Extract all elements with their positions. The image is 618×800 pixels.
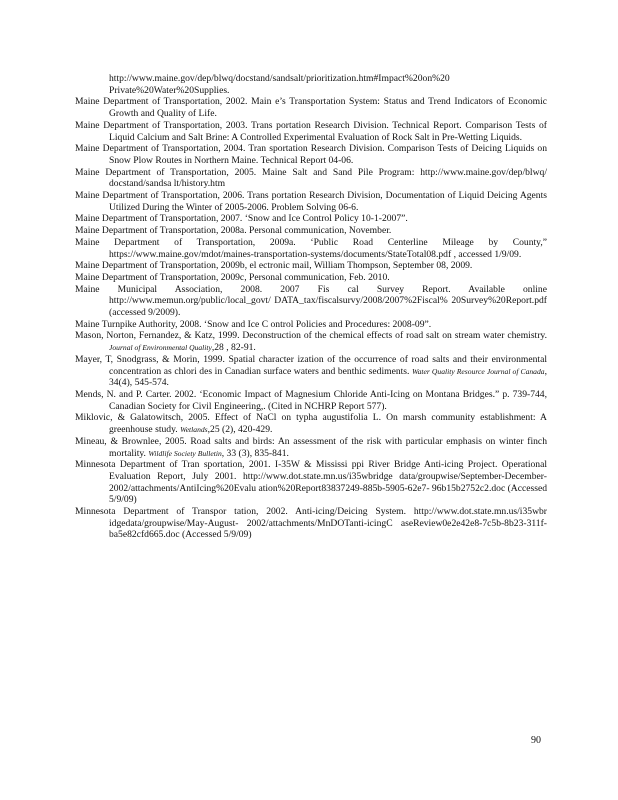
reference-entry: Minnesota Department of Tran sportation, 2001. I-35W & Mississi ppi River Bridge Anti-icing Project. Operational Evaluation Report, July 2001. http://www.dot.state.mn.us/i35wbridge data/groupwise/September-December- 2002/attachments/AntiIcing%20Evalu ation%20Report83837249-885b-5905-62e7- 96b15b2752c2.doc (Accessed 5/9/09): [75, 459, 548, 506]
reference-entry: Minnesota Department of Transpor tation, 2002. Anti-icing/Deicing System. http://www.dot.state.mn.us/i35wbr idgedata/groupwise/May-August- 2002/attachments/MnDOTanti-icingC aseReview0e2e42e8-7c5b-8b23-311f- ba5e82cfd665.doc (Accessed 5/9/09): [75, 506, 547, 541]
reference-list: [75, 73, 547, 541]
reference-entry: Maine Department of Transportation, 2004. Tran sportation Research Division. Comparison Tests of Deicing Liquids on Snow Plow Routes in Northern Maine. Technical Report 04-06.: [75, 143, 547, 166]
reference-entry: Maine Department of Transportation, 2009c, Personal communication, Feb. 2010.: [75, 271, 390, 283]
journal-title: Wetlands: [180, 425, 208, 435]
reference-entry: Maine Department of Transportation, 2005. Maine Salt and Sand Pile Program: http://www.maine.gov/dep/blwq/ docstand/sandsa lt/history.htm: [75, 166, 547, 190]
reference-entry: Mends, N. and P. Carter. 2002. ‘Economic Impact of Magnesium Chloride Anti-Icing on Montana Bridges.” p. 739-744, Canadian Society for Civil Engineering,. (Cited in NCHRP Report 577).: [75, 388, 547, 412]
reference-tail: ,28 , 82-91.: [211, 342, 256, 354]
reference-entry: Maine Department of Transportation, 2002. Main e’s Transportation System: Status and Trend Indicators of Economic Growth and Quality of Life.: [75, 96, 547, 120]
reference-entry: Maine Department of Transportation, 2003. Trans portation Research Division. Technical Report. Comparison Tests of Liquid Calcium and Salt Brine: A Controlled Experimental Evaluation of Rock Salt in Pre-Wetting Liquids.: [75, 119, 547, 143]
reference-entry: [75, 354, 547, 389]
reference-entry: Maine Department of Transportation, 2009a. ‘Public Road Centerline Mileage by County,” https://www.maine.gov/mdot/maines-transportation-systems/documents/StateTotal08.pdf , accessed 1/9/09.: [75, 236, 547, 260]
journal-title: Water Quality Resource Journal of Canada: [412, 366, 545, 376]
reference-entry: Maine Department of Transportation, 2006. Trans portation Research Division, Documentation of Liquid Deicing Agents Utilized During the Winter of 2005-2006. Problem Solving 06-6.: [75, 190, 547, 213]
reference-text: Mayer, T, Snodgrass, & Morin, 1999. Spatial character ization of the occurrence of road salts and their environmental concentration as chlori des in Canadian surface waters and benthic sediments.: [75, 353, 547, 377]
reference-entry: http://www.maine.gov/dep/blwq/docstand/sandsalt/prioritization.htm#Impact%20on%20 Private%20Water%20Supplies.: [109, 73, 450, 96]
reference-entry: [75, 436, 547, 459]
reference-tail: , 34(4), 545-574.: [109, 365, 547, 389]
journal-title: Journal of Environmental Quality: [109, 343, 212, 353]
page-number: 90: [531, 735, 541, 746]
reference-entry: Maine Department of Transportation, 2008a. Personal communication, November.: [75, 225, 392, 237]
reference-text: Miklovic, & Galatowitsch, 2005. Effect of NaCl on typha augustifolia L. On marsh community establishment: A greenhouse study.: [75, 412, 547, 436]
reference-entry: Maine Department of Transportation, 2009b, el ectronic mail, William Thompson, September 08, 2009.: [75, 260, 473, 272]
reference-entry: Maine Turnpike Authority, 2008. ‘Snow and Ice C ontrol Policies and Procedures: 2008-09”.: [75, 318, 432, 330]
reference-text: Mineau, & Brownlee, 2005. Road salts and birds: An assessment of the risk with particular emphasis on winter finch mortality.: [75, 435, 547, 459]
journal-title: Wildlife Society Bulletin: [148, 448, 222, 458]
reference-entry: Maine Municipal Association, 2008. 2007 Fis cal Survey Report. Available online http://www.memun.org/public/local_govt/ DATA_tax/fiscalsurvy/2008/2007%2Fiscal% 20Survey%20Report.pdf (accessed 9/2009).: [75, 283, 547, 319]
reference-text: Mason, Norton, Fernandez, & Katz, 1999. Deconstruction of the chemical effects of road salt on stream water chemistry.: [75, 330, 547, 342]
reference-tail: ,25 (2), 420-429.: [207, 424, 273, 436]
reference-entry: Maine Department of Transportation, 2007. ‘Snow and Ice Control Policy 10-1-2007”.: [75, 213, 408, 225]
reference-entry: [75, 412, 547, 435]
reference-entry: [75, 330, 547, 353]
reference-tail: , 33 (3), 835-841.: [221, 447, 289, 459]
